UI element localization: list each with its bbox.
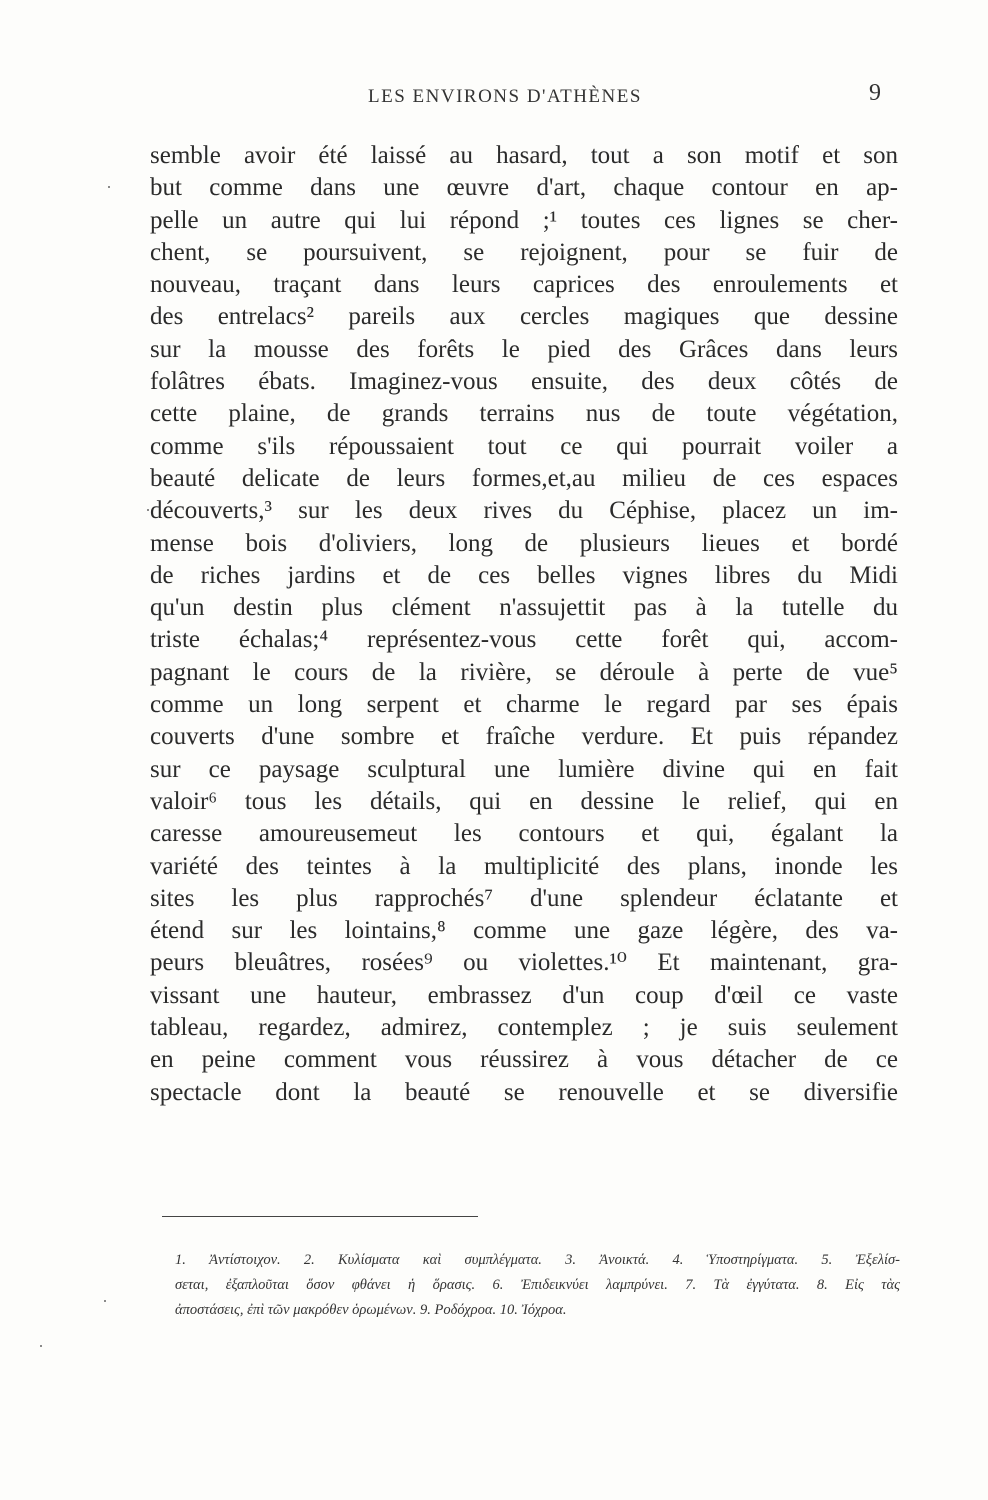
body-line: beauté delicate de leurs formes,et,au milieu de ces espaces bbox=[150, 464, 898, 492]
body-line: pelle un autre qui lui répond ;¹ toutes ces lignes se cher- bbox=[150, 206, 898, 234]
body-line: caresse amoureusemeut les contours et qui, égalant la bbox=[150, 820, 898, 848]
body-line: nouveau, traçant dans leurs caprices des enroulements et bbox=[150, 271, 898, 299]
paper-speck bbox=[40, 1345, 42, 1347]
body-line: peurs bleuâtres, rosées⁹ ou violettes.¹⁰ Et maintenant, gra- bbox=[150, 949, 898, 977]
footnote-separator bbox=[162, 1216, 478, 1217]
paper-speck bbox=[108, 186, 110, 188]
body-line: sites les plus rapprochés⁷ d'une splendeur éclatante et bbox=[150, 884, 898, 912]
body-line: triste échalas;⁴ représentez-vous cette forêt qui, accom- bbox=[150, 626, 898, 654]
body-line: variété des teintes à la multiplicité des plans, inonde les bbox=[150, 852, 898, 880]
body-line: semble avoir été laissé au hasard, tout a son motif et son bbox=[150, 142, 898, 169]
body-line: comme un long serpent et charme le regard par ses épais bbox=[150, 691, 898, 719]
body-line: des entrelacs² pareils aux cercles magiques que dessine bbox=[150, 303, 898, 331]
body-line: spectacle dont la beauté se renouvelle et se diversifie bbox=[150, 1078, 898, 1106]
body-line: découverts,³ sur les deux rives du Céphise, placez un im- bbox=[150, 497, 898, 525]
body-line: cette plaine, de grands terrains nus de toute végétation, bbox=[150, 400, 898, 428]
body-line: qu'un destin plus clément n'assujettit pas à la tutelle du bbox=[150, 594, 898, 622]
body-line: étend sur les lointains,⁸ comme une gaze légère, des va- bbox=[150, 917, 898, 945]
footnote-line: ἀποστάσεις, ἐπὶ τῶν μακρόθεν ὁρωμένων. 9. Ροδόχροα. 10. Ἰόχροα. bbox=[175, 1302, 567, 1318]
footnote-line: 1. Ἀντίστοιχον. 2. Κυλίσματα καὶ συμπλέγματα. 3. Ἀνοικτά. 4. Ὑποστηρίγματα. 5. Ἐξελίσ- bbox=[175, 1252, 900, 1268]
body-line: but comme dans une œuvre d'art, chaque contour en ap- bbox=[150, 174, 898, 202]
body-line: chent, se poursuivent, se rejoignent, pour se fuir de bbox=[150, 238, 898, 266]
body-line: sur ce paysage sculptural une lumière divine qui en fait bbox=[150, 755, 898, 783]
paper-speck bbox=[104, 1300, 106, 1302]
footnotes bbox=[175, 1248, 900, 1323]
body-line: couverts d'une sombre et fraîche verdure. Et puis répandez bbox=[150, 723, 898, 751]
body-line: en peine comment vous réussirez à vous détacher de ce bbox=[150, 1046, 898, 1074]
body-line: comme s'ils répoussaient tout ce qui pourrait voiler a bbox=[150, 432, 898, 460]
body-line: pagnant le cours de la rivière, se déroule à perte de vue⁵ bbox=[150, 658, 898, 686]
body-line: de riches jardins et de ces belles vignes libres du Midi bbox=[150, 561, 898, 589]
page-number: 9 bbox=[869, 80, 881, 106]
body-line: tableau, regardez, admirez, contemplez ; je suis seulement bbox=[150, 1014, 898, 1042]
body-line: vissant une hauteur, embrassez d'un coup d'œil ce vaste bbox=[150, 981, 898, 1009]
body-line: sur la mousse des forêts le pied des Grâces dans leurs bbox=[150, 335, 898, 363]
body-line: valoir⁶ tous les détails, qui en dessine le relief, qui en bbox=[150, 787, 898, 815]
footnote-line: σεται, ἐξαπλοῦται ὅσον φθάνει ἡ ὅρασις. 6. Ἐπιδεικνύει λαμπρύνει. 7. Τὰ ἐγγύτατα. 8. Εἰς τὰς bbox=[175, 1277, 900, 1293]
body-paragraph bbox=[150, 140, 898, 1109]
running-title: LES ENVIRONS D'ATHÈNES bbox=[368, 86, 642, 107]
body-line: mense bois d'oliviers, long de plusieurs lieues et bordé bbox=[150, 529, 898, 557]
body-line: folâtres ébats. Imaginez-vous ensuite, des deux côtés de bbox=[150, 368, 898, 396]
paper-speck bbox=[147, 509, 149, 511]
